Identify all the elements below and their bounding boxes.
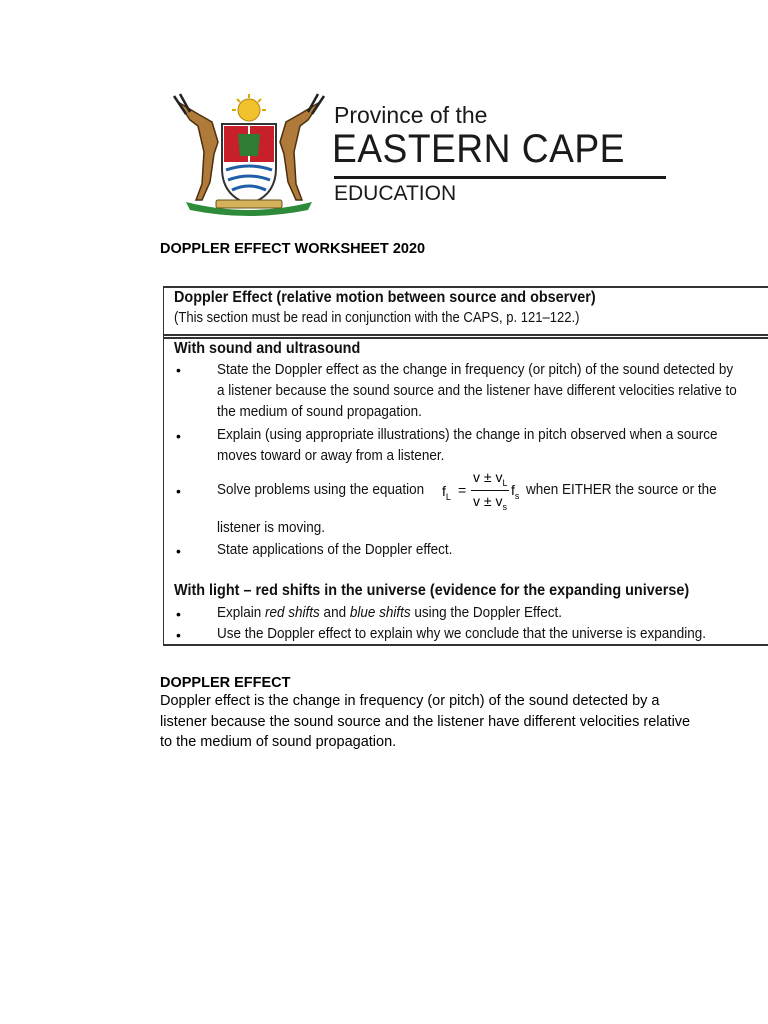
sound-item-2-line-2: moves toward or away from a listener.	[217, 447, 445, 464]
eq-numerator: v ± v	[473, 469, 503, 485]
paragraph-line: Doppler effect is the change in frequency (or pitch) of the sound detected by a	[160, 693, 660, 709]
eq-lhs: f	[442, 483, 446, 499]
eq-rhs-sub: s	[514, 490, 520, 501]
eq-denominator-sub: s	[502, 501, 507, 512]
section-heading: DOPPLER EFFECT	[160, 675, 291, 691]
bullet: •	[176, 606, 181, 622]
eq-rhs: f	[511, 482, 515, 498]
sound-item-3-line-2: listener is moving.	[217, 519, 326, 536]
box-divider	[164, 334, 768, 336]
bullet: •	[176, 428, 181, 444]
caps-excerpt	[163, 286, 768, 646]
eq-numerator-sub: L	[502, 477, 508, 488]
coat-of-arms-icon	[168, 92, 330, 216]
letterhead	[168, 92, 668, 218]
sound-item-1-line-2: a listener because the sound source and the listener have different velocities relative to	[217, 382, 737, 399]
bullet: •	[176, 362, 181, 378]
sound-heading: With sound and ultrasound	[174, 340, 361, 357]
sound-item-3-line-1b: when EITHER the source or the	[526, 481, 717, 498]
sound-item-2-line-1: Explain (using appropriate illustrations) the change in pitch observed when a source	[217, 426, 718, 443]
sound-item-4: State applications of the Doppler effect.	[217, 541, 453, 558]
fraction-bar	[471, 490, 509, 491]
letterhead-province: Province of the	[334, 102, 488, 128]
light-heading: With light – red shifts in the universe (evidence for the expanding universe)	[174, 582, 690, 599]
eq-lhs-sub: L	[445, 491, 451, 502]
sound-item-1-line-1: State the Doppler effect as the change in frequency (or pitch) of the sound detected by	[217, 361, 734, 378]
letterhead-department: EDUCATION	[334, 182, 457, 205]
letterhead-name: EASTERN CAPE	[332, 127, 625, 171]
paragraph-line: to the medium of sound propagation.	[160, 734, 397, 750]
paragraph-line: listener because the sound source and the listener have different velocities relative	[160, 713, 691, 730]
eq-denominator: v ± v	[473, 493, 503, 509]
caps-subtitle: (This section must be read in conjunction with the CAPS, p. 121–122.)	[174, 310, 580, 326]
bullet: •	[176, 543, 181, 559]
box-bottom-border	[164, 644, 768, 646]
doppler-equation: $f_L$ = $v \pm v_L$ $v \pm v_s$ $f_s$	[442, 469, 520, 512]
sound-item-3-line-1: Solve problems using the equation	[217, 481, 425, 498]
box-top-border	[164, 286, 768, 288]
bullet: •	[176, 483, 181, 499]
light-item-1: Explain red shifts and blue shifts using the Doppler Effect.	[217, 604, 562, 621]
letterhead-rule	[334, 176, 666, 179]
definition-paragraph	[160, 691, 730, 753]
sound-item-1-line-3: the medium of sound propagation.	[217, 403, 422, 420]
box-divider-2	[164, 337, 768, 339]
worksheet-title: DOPPLER EFFECT WORKSHEET 2020	[160, 241, 426, 257]
caps-title: Doppler Effect (relative motion between source and observer)	[174, 289, 596, 306]
light-item-2: Use the Doppler effect to explain why we conclude that the universe is expanding.	[217, 625, 707, 642]
bullet: •	[176, 627, 181, 643]
